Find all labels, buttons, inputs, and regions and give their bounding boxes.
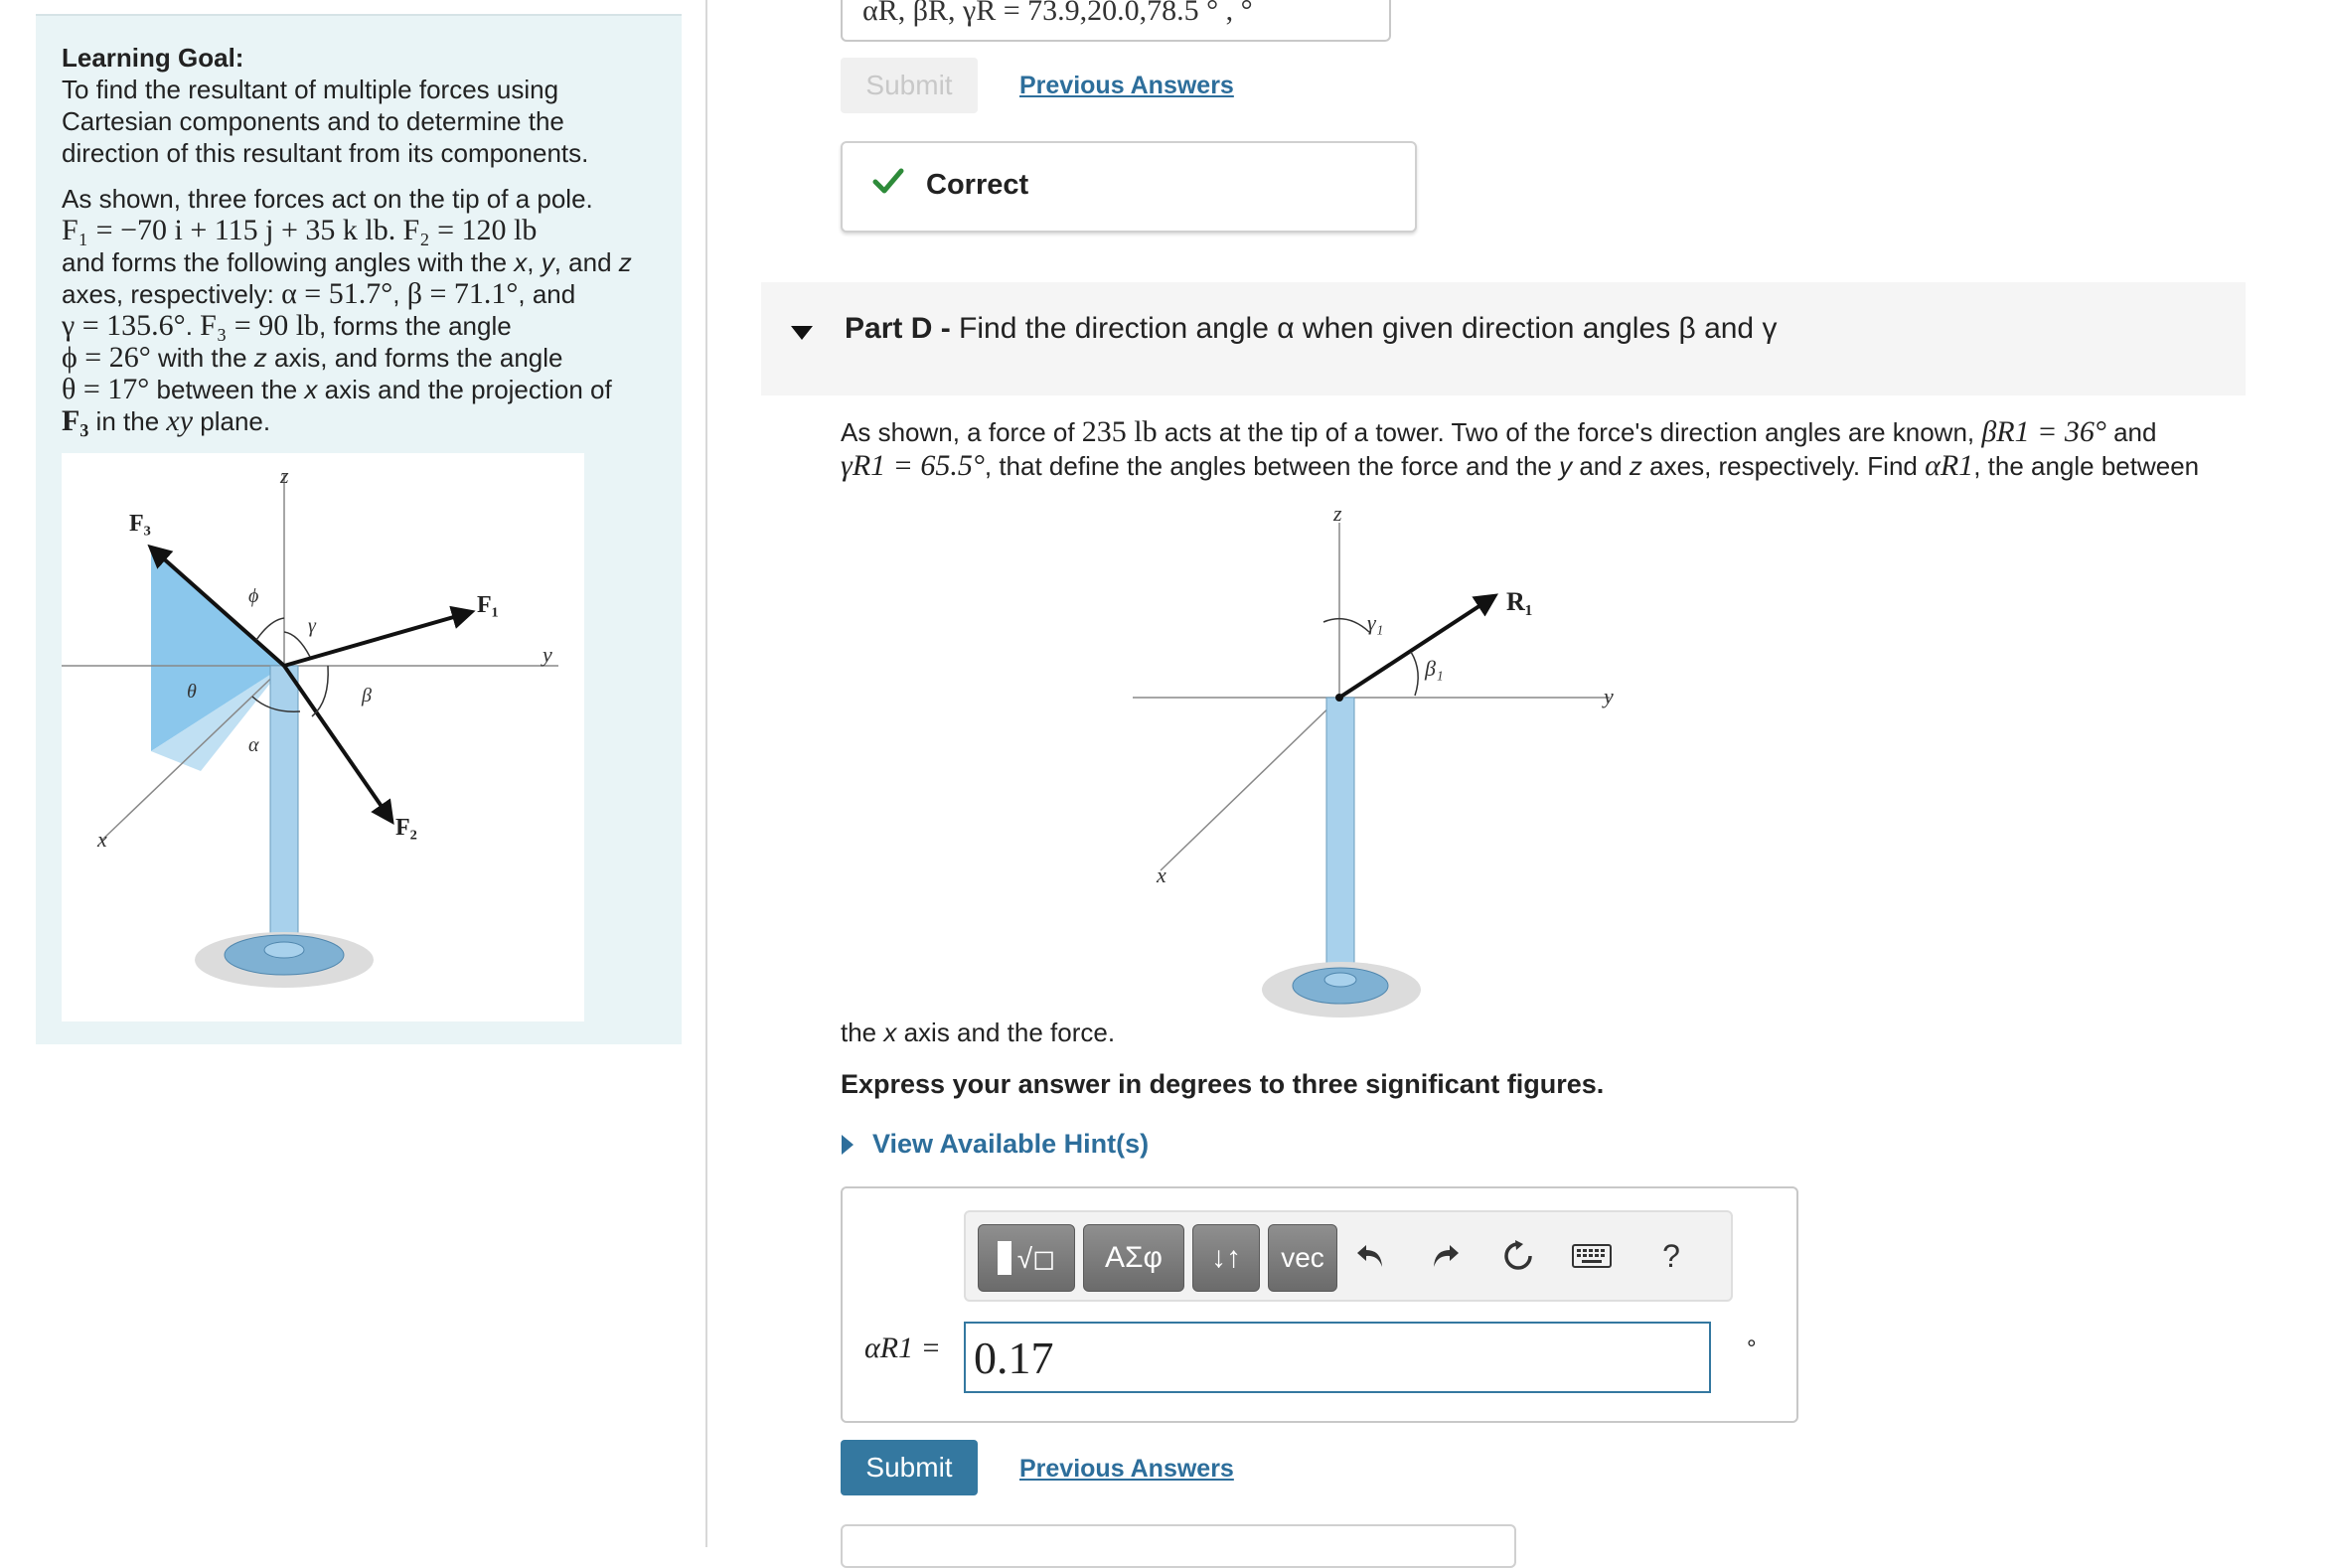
part-d-problem-text: As shown, a force of 235 lb acts at the tip of a tower. Two of the force's direction angles are known, βR1 = 36° and γR1 = 65.5°, that define the angles between the force and the y and z axes, respectively. Find αR1, the angle between bbox=[841, 415, 2200, 482]
label-beta: β bbox=[362, 685, 372, 706]
beta-given: βR1 = 36° bbox=[1981, 415, 2106, 448]
answer-input[interactable] bbox=[964, 1322, 1711, 1393]
part-d-title: Part D - Find the direction angle α when given direction angles β and γ bbox=[845, 312, 1778, 345]
previous-answers-link[interactable]: Previous Answers bbox=[1019, 1455, 1234, 1483]
check-icon bbox=[870, 163, 906, 199]
gamma-given: γR1 = 65.5° bbox=[841, 449, 985, 482]
collapse-triangle-icon[interactable] bbox=[789, 324, 815, 342]
correct-label: Correct bbox=[926, 169, 1029, 201]
degree-unit: ° bbox=[1747, 1335, 1757, 1362]
feedback-box-partial bbox=[841, 1524, 1516, 1568]
goal-text: To find the resultant of multiple forces using Cartesian components and to determine the direction of this resultant from its components. bbox=[62, 75, 589, 168]
template-block-icon bbox=[998, 1241, 1011, 1275]
f1-equation: F₁ = −70 i + 115 j + 35 k lb. bbox=[62, 214, 396, 246]
submit-button[interactable]: Submit bbox=[841, 1440, 978, 1495]
f2-equation: F₂ = 120 lb bbox=[402, 214, 538, 246]
reset-button[interactable] bbox=[1496, 1234, 1540, 1278]
column-divider bbox=[705, 0, 707, 1547]
label-F2: F₂ bbox=[395, 815, 417, 841]
vector-button[interactable]: vec bbox=[1268, 1224, 1337, 1292]
templates-button[interactable]: √◻ bbox=[978, 1224, 1075, 1292]
goal-title: Learning Goal: bbox=[62, 43, 244, 73]
undo-icon bbox=[1354, 1239, 1388, 1273]
answer-box bbox=[841, 1186, 1798, 1423]
redo-icon bbox=[1428, 1239, 1462, 1273]
label-y: y bbox=[543, 642, 552, 667]
label-x: x bbox=[97, 827, 107, 852]
keyboard-icon bbox=[1572, 1242, 1612, 1270]
view-hints-toggle[interactable]: View Available Hint(s) bbox=[841, 1129, 1149, 1160]
label-gamma1: γ₁ bbox=[1367, 610, 1384, 635]
label-y: y bbox=[1604, 684, 1614, 708]
label-beta1: β₁ bbox=[1425, 656, 1444, 681]
label-theta: θ bbox=[187, 681, 197, 703]
answer-label: αR1 = bbox=[864, 1332, 941, 1364]
redo-button[interactable] bbox=[1423, 1234, 1467, 1278]
label-gamma: γ bbox=[308, 615, 316, 637]
part-d-problem-text-end: the x axis and the force. bbox=[841, 1018, 1116, 1047]
correct-feedback bbox=[841, 141, 1417, 233]
theta-equation: θ = 17° bbox=[62, 373, 150, 405]
tower-force-figure bbox=[1113, 493, 1669, 1029]
alpha-equation: α = 51.7° bbox=[281, 277, 393, 310]
previous-answer-field: αR, βR, γR = 73.9,20.0,78.5 ° , ° bbox=[841, 0, 1391, 42]
help-button[interactable]: ? bbox=[1662, 1237, 1680, 1274]
f3-equation: F₃ = 90 lb bbox=[200, 309, 320, 342]
label-x: x bbox=[1157, 862, 1166, 887]
math-toolbar bbox=[964, 1210, 1733, 1302]
label-phi: ϕ bbox=[248, 585, 259, 607]
previous-answers-link[interactable]: Previous Answers bbox=[1019, 72, 1234, 99]
answer-instruction: Express your answer in degrees to three significant figures. bbox=[841, 1069, 1605, 1099]
keyboard-button[interactable] bbox=[1568, 1234, 1616, 1278]
submit-button-disabled: Submit bbox=[841, 58, 978, 113]
label-F3: F₃ bbox=[129, 511, 151, 537]
label-z: z bbox=[280, 463, 289, 488]
phi-equation: ϕ = 26° bbox=[62, 341, 151, 374]
arrows-button[interactable]: ↓↑ bbox=[1192, 1224, 1260, 1292]
gamma-equation: γ = 135.6° bbox=[62, 309, 186, 342]
learning-goal-panel bbox=[36, 14, 682, 1044]
label-alpha: α bbox=[248, 734, 259, 756]
beta-equation: β = 71.1° bbox=[406, 277, 519, 310]
greek-symbols-button[interactable]: ΑΣφ bbox=[1083, 1224, 1184, 1292]
expand-triangle-icon bbox=[841, 1134, 855, 1156]
force-magnitude: 235 lb bbox=[1081, 415, 1158, 448]
part-d-header[interactable] bbox=[761, 282, 2246, 395]
reset-icon bbox=[1501, 1239, 1535, 1273]
undo-button[interactable] bbox=[1349, 1234, 1393, 1278]
label-z: z bbox=[1333, 501, 1342, 526]
three-forces-figure bbox=[62, 453, 584, 1021]
problem-text: As shown, three forces act on the tip of a pole. F₁ = −70 i + 115 j + 35 k lb. F₂ = 120 lb and forms the following angles with the x, y, and z axes, respectively: α = 51.7°, β = 71.1°, and γ = 135.6°. F₃ = 90 lb, forms the angle ϕ = 26° with the z axis, and forms the angle θ = 17° between the x axis and the projection of F₃ in the xy plane. bbox=[62, 184, 632, 437]
label-F1: F₁ bbox=[477, 592, 499, 618]
label-R1: R₁ bbox=[1506, 587, 1533, 616]
